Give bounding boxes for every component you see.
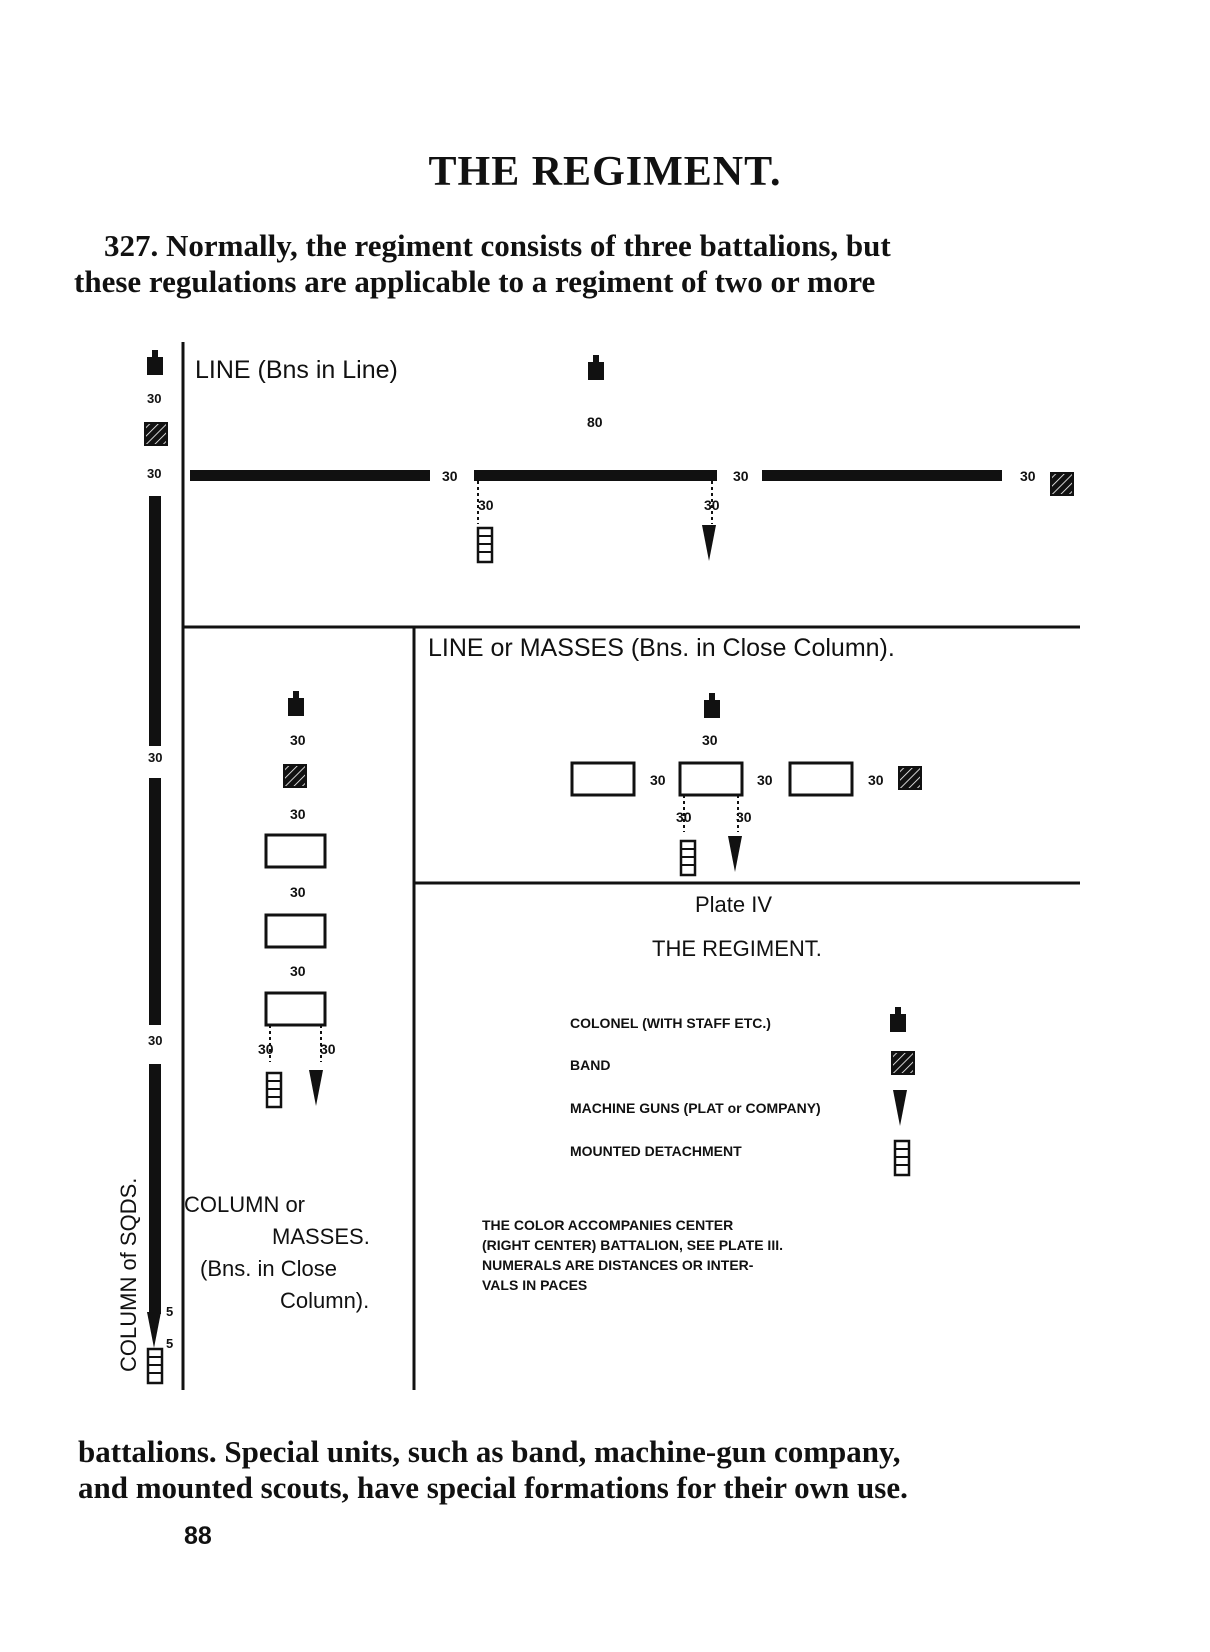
band-icon bbox=[284, 765, 306, 787]
plate-title: THE REGIMENT. bbox=[652, 936, 822, 961]
distance-label: 30 bbox=[290, 732, 306, 748]
distance-label: 30 bbox=[702, 732, 718, 748]
distance-label: 30 bbox=[148, 750, 163, 765]
distance-label: 30 bbox=[442, 468, 458, 484]
distance-label: 30 bbox=[148, 1033, 163, 1048]
colonel-icon bbox=[588, 355, 604, 380]
band-icon bbox=[145, 423, 167, 445]
paragraph-text-1: Normally, the regiment consists of three battalions, but bbox=[166, 228, 891, 263]
mounted-detachment-icon bbox=[895, 1141, 909, 1175]
paragraph-line-4: and mounted scouts, have special formations for their own use. bbox=[78, 1470, 908, 1505]
colonel-icon bbox=[147, 350, 163, 375]
machine-gun-icon bbox=[147, 1312, 161, 1348]
battalion-column bbox=[149, 1064, 161, 1314]
band-icon bbox=[1051, 473, 1073, 495]
colonel-icon bbox=[288, 691, 304, 716]
note-line-1: THE COLOR ACCOMPANIES CENTER bbox=[482, 1217, 734, 1233]
battalion-line bbox=[474, 470, 717, 481]
column-masses-label-3: (Bns. in Close bbox=[200, 1256, 337, 1281]
distance-label: 5 bbox=[166, 1304, 174, 1319]
band-icon bbox=[899, 767, 921, 789]
mounted-detachment-icon bbox=[478, 528, 492, 562]
paragraph-line-2: these regulations are applicable to a regiment of two or more bbox=[74, 264, 876, 299]
distance-label: 30 bbox=[258, 1041, 274, 1057]
band-icon bbox=[892, 1052, 914, 1074]
battalion-mass bbox=[266, 835, 325, 867]
distance-label: 30 bbox=[868, 772, 884, 788]
distance-label: 30 bbox=[676, 809, 692, 825]
machine-gun-icon bbox=[893, 1090, 907, 1126]
distance-label: 80 bbox=[587, 414, 603, 430]
battalion-column bbox=[149, 778, 161, 1025]
distance-label: 30 bbox=[290, 963, 306, 979]
paragraph-line-3: battalions. Special units, such as band, machine-gun company, bbox=[78, 1434, 901, 1469]
plate-number: Plate IV bbox=[695, 892, 773, 917]
distance-label: 30 bbox=[290, 884, 306, 900]
note-line-3: NUMERALS ARE DISTANCES OR INTER- bbox=[482, 1257, 754, 1273]
line-label: LINE (Bns in Line) bbox=[195, 356, 398, 384]
legend-label-band: BAND bbox=[570, 1057, 611, 1073]
distance-label: 30 bbox=[650, 772, 666, 788]
legend-label-colonel: COLONEL (WITH STAFF ETC.) bbox=[570, 1015, 771, 1031]
machine-gun-icon bbox=[728, 836, 742, 872]
machine-gun-icon bbox=[702, 525, 716, 561]
distance-label: 30 bbox=[290, 806, 306, 822]
colonel-icon bbox=[890, 1007, 906, 1032]
mounted-detachment-icon bbox=[267, 1073, 281, 1107]
colonel-icon bbox=[704, 693, 720, 718]
battalion-mass bbox=[266, 915, 325, 947]
note-line-2: (RIGHT CENTER) BATTALION, SEE PLATE III. bbox=[482, 1237, 783, 1253]
distance-label: 30 bbox=[757, 772, 773, 788]
mounted-detachment-icon bbox=[148, 1349, 162, 1383]
distance-label: 30 bbox=[147, 466, 162, 481]
page-number: 88 bbox=[184, 1522, 212, 1550]
distance-label: 30 bbox=[478, 497, 494, 513]
column-masses-label-2: MASSES. bbox=[272, 1224, 370, 1249]
column-masses-label-1: COLUMN or bbox=[184, 1192, 306, 1217]
battalion-mass bbox=[572, 763, 634, 795]
distance-label: 30 bbox=[704, 497, 720, 513]
distance-label: 30 bbox=[147, 391, 162, 406]
masses-label: LINE or MASSES (Bns. in Close Column). bbox=[428, 634, 895, 662]
battalion-line bbox=[190, 470, 430, 481]
page-title: THE REGIMENT. bbox=[428, 149, 782, 195]
battalion-column bbox=[149, 496, 161, 746]
distance-label: 30 bbox=[736, 809, 752, 825]
distance-label: 30 bbox=[320, 1041, 336, 1057]
note-line-4: VALS IN PACES bbox=[482, 1277, 588, 1293]
legend-label-mounted: MOUNTED DETACHMENT bbox=[570, 1143, 742, 1159]
distance-label: 5 bbox=[166, 1336, 174, 1351]
battalion-mass bbox=[266, 993, 325, 1025]
distance-label: 30 bbox=[733, 468, 749, 484]
column-of-squads-label: COLUMN of SQDS. bbox=[116, 1177, 141, 1372]
distance-label: 30 bbox=[1020, 468, 1036, 484]
paragraph-number: 327. bbox=[104, 228, 159, 263]
battalion-line bbox=[762, 470, 1002, 481]
battalion-mass bbox=[680, 763, 742, 795]
column-masses-label-4: Column). bbox=[280, 1288, 370, 1313]
machine-gun-icon bbox=[309, 1070, 323, 1106]
legend-label-machine-guns: MACHINE GUNS (PLAT or COMPANY) bbox=[570, 1100, 821, 1116]
mounted-detachment-icon bbox=[681, 841, 695, 875]
battalion-mass bbox=[790, 763, 852, 795]
